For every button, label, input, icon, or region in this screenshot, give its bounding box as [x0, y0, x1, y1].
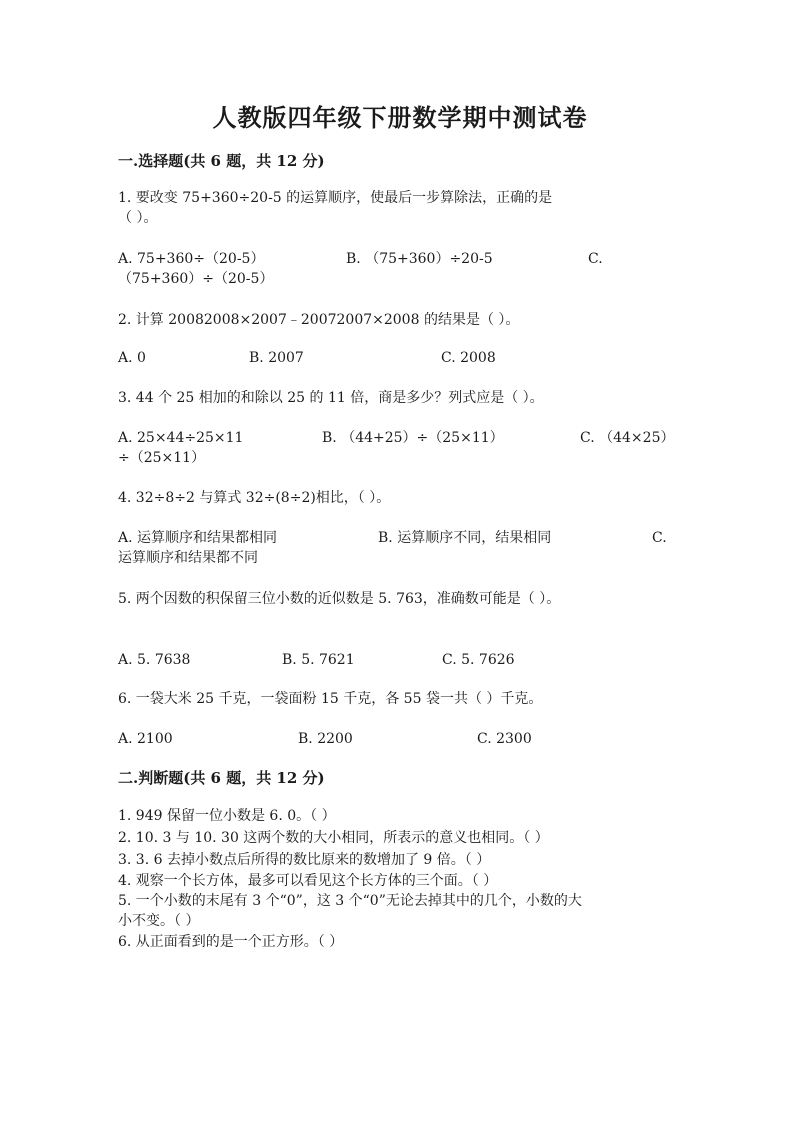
question-1-option-a: A. 75+360÷（20-5）: [118, 251, 265, 267]
question-3-option-c: ÷（25×11）: [118, 450, 206, 466]
question-4-option-a: A. 运算顺序和结果都相同: [118, 530, 278, 546]
question-6-option-a: A. 2100: [118, 731, 173, 747]
question-6-option-c: C. 2300: [477, 731, 532, 747]
question-6-stem: 6. 一袋大米 25 千克，一袋面粉 15 千克，各 55 袋一共（ ）千克。: [118, 691, 543, 707]
judge-item-2: 2. 10. 3 与 10. 30 这两个数的大小相同，所表示的意义也相同。（ ）: [118, 830, 549, 846]
question-3-option-b: B. （44+25）÷（25×11）: [322, 430, 504, 446]
question-4-option-c: 运算顺序和结果都不同: [118, 550, 258, 566]
judge-item-5: 5. 一个小数的末尾有 3 个“0”，这 3 个“0”无论去掉其中的几个，小数的大: [118, 893, 582, 909]
question-5-stem: 5. 两个因数的积保留三位小数的近似数是 5. 763，准确数可能是（ ）。: [118, 591, 561, 607]
question-2-option-b: B. 2007: [249, 350, 304, 366]
question-1-option-b: B. （75+360）÷20-5: [346, 251, 493, 267]
judge-item-5-continued: 小不变。（ ）: [118, 913, 200, 929]
judge-item-4: 4. 观察一个长方体，最多可以看见这个长方体的三个面。（ ）: [118, 873, 498, 889]
question-3-option-a: A. 25×44÷25×11: [118, 430, 244, 446]
judge-item-1: 1. 949 保留一位小数是 6. 0。（ ）: [118, 808, 336, 824]
question-3-option-c-label: C. （44×25）: [580, 430, 675, 446]
judge-item-3: 3. 3. 6 去掉小数点后所得的数比原来的数增加了 9 倍。（ ）: [118, 852, 491, 868]
question-5-option-b: B. 5. 7621: [282, 652, 355, 668]
question-4-stem: 4. 32÷8÷2 与算式 32÷(8÷2)相比，（ ）。: [118, 490, 391, 506]
question-5-option-c: C. 5. 7626: [442, 652, 515, 668]
page-title: 人教版四年级下册数学期中测试卷: [212, 103, 588, 132]
question-1-stem-continued: （ ）。: [118, 210, 158, 226]
question-1-stem: 1. 要改变 75+360÷20-5 的运算顺序，使最后一步算除法，正确的是: [118, 190, 553, 206]
question-3-stem: 3. 44 个 25 相加的和除以 25 的 11 倍，商是多少？列式应是（ ）。: [118, 390, 544, 406]
question-1-option-c: （75+360）÷（20-5）: [118, 271, 274, 287]
section-heading-multiple-choice: 一.选择题(共 6 题，共 12 分): [118, 152, 325, 170]
question-1-option-c-label: C.: [588, 251, 603, 267]
question-4-option-c-label: C.: [652, 530, 667, 546]
question-6-option-b: B. 2200: [298, 731, 353, 747]
judge-item-6: 6. 从正面看到的是一个正方形。（ ）: [118, 934, 344, 950]
question-2-stem: 2. 计算 20082008×2007﹣20072007×2008 的结果是（ ）。: [118, 312, 520, 328]
question-2-option-a: A. 0: [118, 350, 146, 366]
question-2-option-c: C. 2008: [441, 350, 496, 366]
section-heading-true-false: 二.判断题(共 6 题，共 12 分): [118, 769, 325, 787]
question-4-option-b: B. 运算顺序不同，结果相同: [378, 530, 552, 546]
question-5-option-a: A. 5. 7638: [118, 652, 191, 668]
